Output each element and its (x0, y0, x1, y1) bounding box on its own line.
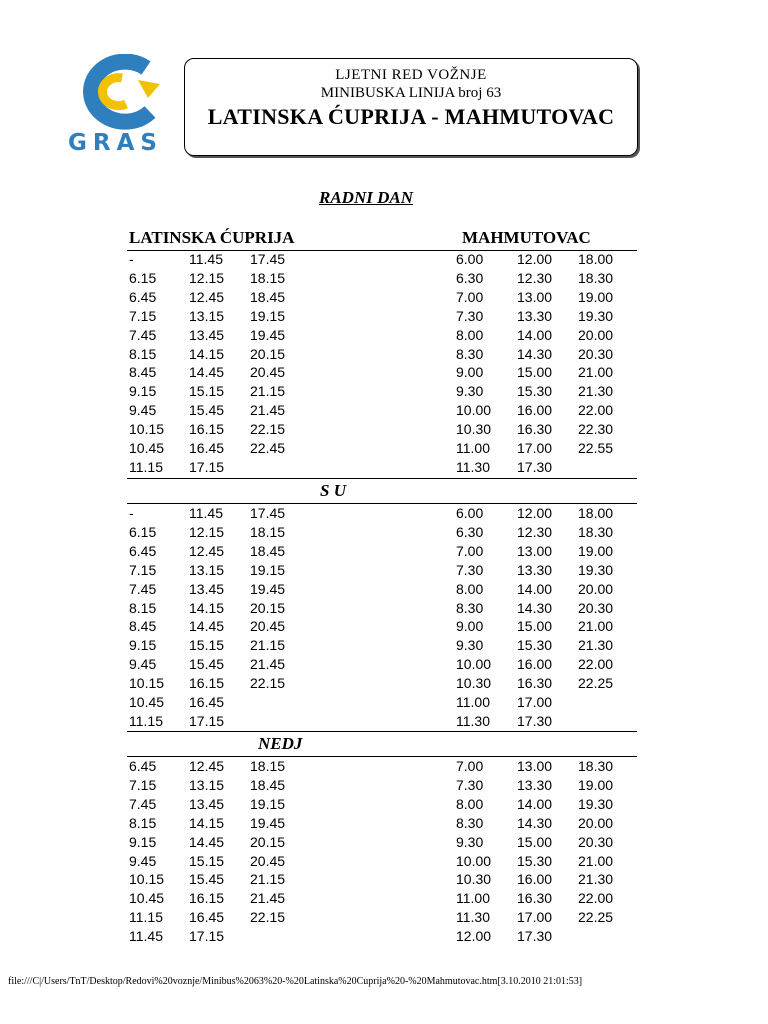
departure-mahmutovac: 15.30 (517, 852, 553, 869)
section-title-radni-dan: RADNI DAN (319, 188, 413, 207)
departure-latinska-cuprija: 14.15 (189, 345, 225, 362)
departure-latinska-cuprija: 12.15 (189, 523, 225, 540)
departure-mahmutovac: 8.30 (456, 599, 484, 616)
departure-latinska-cuprija: 15.15 (189, 383, 225, 400)
departure-latinska-cuprija: 15.15 (189, 637, 225, 654)
departure-latinska-cuprija: 17.45 (250, 505, 286, 521)
departure-mahmutovac: 12.00 (517, 251, 553, 267)
departure-latinska-cuprija: 18.15 (250, 758, 286, 774)
departure-latinska-cuprija: 13.15 (189, 561, 225, 578)
departure-latinska-cuprija: 13.15 (189, 776, 225, 793)
departure-latinska-cuprija: 12.45 (189, 542, 225, 559)
departure-mahmutovac: 22.00 (578, 656, 614, 673)
departure-latinska-cuprija: 11.15 (129, 909, 163, 926)
departure-latinska-cuprija: 20.15 (250, 833, 286, 850)
departure-mahmutovac: 16.00 (517, 656, 553, 673)
departure-latinska-cuprija: 17.15 (189, 712, 225, 729)
departure-mahmutovac: 16.30 (517, 890, 553, 907)
departure-latinska-cuprija: 20.15 (250, 345, 286, 362)
title-box (184, 58, 638, 156)
departure-mahmutovac: 16.00 (517, 871, 553, 888)
departure-latinska-cuprija: 7.15 (129, 307, 157, 324)
departure-latinska-cuprija: 8.15 (129, 345, 157, 362)
departure-mahmutovac: 20.30 (578, 345, 614, 362)
departure-latinska-cuprija: 16.45 (189, 440, 225, 456)
departure-latinska-cuprija: 11.45 (189, 251, 223, 267)
departure-mahmutovac: 7.30 (456, 776, 484, 793)
departure-latinska-cuprija: 10.15 (129, 421, 165, 438)
departure-mahmutovac: 20.00 (578, 814, 614, 831)
departure-mahmutovac: 13.00 (517, 758, 553, 774)
departure-latinska-cuprija: 11.45 (189, 505, 223, 521)
departure-mahmutovac: 19.30 (578, 561, 614, 578)
departure-latinska-cuprija: 21.15 (250, 383, 286, 400)
departure-latinska-cuprija: 11.15 (129, 712, 163, 729)
departure-mahmutovac: 10.30 (456, 675, 492, 692)
departure-latinska-cuprija: 6.15 (129, 523, 157, 540)
departure-mahmutovac: 14.30 (517, 599, 553, 616)
departure-latinska-cuprija: 13.15 (189, 307, 225, 324)
departure-latinska-cuprija: 19.45 (250, 580, 286, 597)
departure-mahmutovac: 9.00 (456, 618, 484, 635)
departure-mahmutovac: 7.30 (456, 307, 484, 324)
departure-mahmutovac: 14.30 (517, 345, 553, 362)
departure-mahmutovac: 22.25 (578, 675, 614, 692)
departure-latinska-cuprija: 18.15 (250, 523, 286, 540)
departure-latinska-cuprija: 6.15 (129, 269, 157, 286)
departure-mahmutovac: 18.30 (578, 758, 614, 774)
departure-mahmutovac: 15.30 (517, 637, 553, 654)
departure-latinska-cuprija: 10.45 (129, 890, 165, 907)
departure-latinska-cuprija: 16.15 (189, 890, 225, 907)
departure-mahmutovac: 7.00 (456, 758, 484, 774)
departure-mahmutovac: 14.00 (517, 580, 553, 597)
departure-mahmutovac: 13.30 (517, 561, 553, 578)
departure-latinska-cuprija: 21.45 (250, 656, 286, 673)
departure-mahmutovac: 17.00 (517, 909, 553, 926)
departure-latinska-cuprija: 22.45 (250, 440, 286, 456)
departure-mahmutovac: 15.00 (517, 618, 553, 635)
departure-mahmutovac: 8.30 (456, 345, 484, 362)
departure-latinska-cuprija: 19.15 (250, 307, 286, 324)
departure-mahmutovac: 21.00 (578, 618, 614, 635)
departure-mahmutovac: 16.30 (517, 421, 553, 438)
departure-mahmutovac: 12.00 (456, 928, 492, 945)
section-divider (127, 731, 637, 732)
departure-latinska-cuprija: 14.15 (189, 814, 225, 831)
departure-latinska-cuprija: 20.15 (250, 599, 286, 616)
departure-latinska-cuprija: 21.45 (250, 402, 286, 419)
departure-latinska-cuprija: 9.45 (129, 402, 157, 419)
departure-latinska-cuprija: 12.15 (189, 269, 225, 286)
departure-mahmutovac: 8.00 (456, 795, 484, 812)
departure-mahmutovac: 20.00 (578, 580, 614, 597)
departure-mahmutovac: 8.00 (456, 580, 484, 597)
column-header-left: LATINSKA ĆUPRIJA (129, 228, 295, 247)
departure-mahmutovac: 7.30 (456, 561, 484, 578)
departure-latinska-cuprija: 15.15 (189, 852, 225, 869)
column-header-right: MAHMUTOVAC (462, 228, 591, 247)
departure-latinska-cuprija: 18.15 (250, 269, 286, 286)
departure-latinska-cuprija: 7.45 (129, 795, 157, 812)
departure-latinska-cuprija: 9.15 (129, 637, 157, 654)
departure-mahmutovac: 8.30 (456, 814, 484, 831)
departure-mahmutovac: 17.30 (517, 928, 553, 945)
departure-latinska-cuprija: 17.15 (189, 458, 225, 475)
departure-mahmutovac: 16.30 (517, 675, 553, 692)
departure-latinska-cuprija: 21.45 (250, 890, 286, 907)
departure-latinska-cuprija: 6.45 (129, 288, 157, 305)
departure-latinska-cuprija: 15.45 (189, 656, 225, 673)
departure-latinska-cuprija: 9.15 (129, 383, 157, 400)
departure-latinska-cuprija: 7.45 (129, 580, 157, 597)
departure-latinska-cuprija: - (129, 505, 134, 521)
departure-mahmutovac: 21.30 (578, 383, 614, 400)
departure-latinska-cuprija: 17.15 (189, 928, 225, 945)
departure-mahmutovac: 7.00 (456, 542, 484, 559)
departure-mahmutovac: 12.00 (517, 505, 553, 521)
departure-latinska-cuprija: 15.45 (189, 402, 225, 419)
departure-mahmutovac: 17.00 (517, 694, 553, 710)
departure-latinska-cuprija: 6.45 (129, 542, 157, 559)
departure-mahmutovac: 21.00 (578, 852, 614, 869)
schedule-title: LJETNI RED VOŽNJE (335, 67, 487, 83)
departure-latinska-cuprija: 6.45 (129, 758, 157, 774)
departure-mahmutovac: 11.00 (456, 890, 490, 907)
departure-latinska-cuprija: 7.15 (129, 561, 157, 578)
departure-mahmutovac: 14.00 (517, 795, 553, 812)
departure-mahmutovac: 20.00 (578, 326, 614, 343)
departure-mahmutovac: 19.30 (578, 307, 614, 324)
departure-mahmutovac: 13.30 (517, 307, 553, 324)
departure-mahmutovac: 18.00 (578, 505, 614, 521)
departure-mahmutovac: 19.30 (578, 795, 614, 812)
departure-mahmutovac: 18.00 (578, 251, 614, 267)
departure-latinska-cuprija: 11.15 (129, 458, 163, 475)
departure-latinska-cuprija: 9.45 (129, 852, 157, 869)
departure-mahmutovac: 13.00 (517, 288, 553, 305)
departure-latinska-cuprija: 11.45 (129, 928, 163, 945)
departure-mahmutovac: 11.30 (456, 909, 490, 926)
departure-latinska-cuprija: 13.45 (189, 795, 225, 812)
departure-mahmutovac: 6.00 (456, 251, 484, 267)
departure-latinska-cuprija: 15.45 (189, 871, 225, 888)
departure-latinska-cuprija: 17.45 (250, 251, 286, 267)
departure-latinska-cuprija: 14.15 (189, 599, 225, 616)
footer-path: file:///C|/Users/TnT/Desktop/Redovi%20voznje/Minibus%2063%20-%20Latinska%20Cuprija%20-%20Mahmutovac.htm[3.10.2010 21:01:53] (8, 976, 583, 987)
departure-latinska-cuprija: 12.45 (189, 758, 225, 774)
departure-latinska-cuprija: 19.15 (250, 795, 286, 812)
departure-latinska-cuprija: 14.45 (189, 364, 225, 381)
departure-latinska-cuprija: 18.45 (250, 776, 286, 793)
departure-latinska-cuprija: 19.45 (250, 326, 286, 343)
departure-latinska-cuprija: 12.45 (189, 288, 225, 305)
departure-latinska-cuprija: 16.15 (189, 421, 225, 438)
departure-mahmutovac: 22.25 (578, 909, 614, 926)
departure-mahmutovac: 19.00 (578, 288, 614, 305)
gras-emblem-icon (68, 54, 188, 134)
departure-latinska-cuprija: 21.15 (250, 637, 286, 654)
departure-mahmutovac: 6.30 (456, 269, 484, 286)
departure-latinska-cuprija: 22.15 (250, 675, 286, 692)
departure-mahmutovac: 10.00 (456, 852, 492, 869)
departure-mahmutovac: 12.30 (517, 523, 553, 540)
departure-latinska-cuprija: - (129, 251, 134, 267)
section-title-nedj: NEDJ (258, 734, 303, 753)
departure-mahmutovac: 11.00 (456, 440, 490, 456)
departure-latinska-cuprija: 16.15 (189, 675, 225, 692)
departure-latinska-cuprija: 8.45 (129, 618, 157, 635)
departure-latinska-cuprija: 14.45 (189, 618, 225, 635)
departure-mahmutovac: 22.00 (578, 890, 614, 907)
departure-mahmutovac: 8.00 (456, 326, 484, 343)
departure-latinska-cuprija: 9.15 (129, 833, 157, 850)
departure-latinska-cuprija: 22.15 (250, 421, 286, 438)
departure-mahmutovac: 22.30 (578, 421, 614, 438)
departure-mahmutovac: 11.00 (456, 694, 490, 710)
departure-latinska-cuprija: 8.15 (129, 599, 157, 616)
departure-mahmutovac: 21.30 (578, 637, 614, 654)
departure-mahmutovac: 14.00 (517, 326, 553, 343)
departure-latinska-cuprija: 8.45 (129, 364, 157, 381)
departure-latinska-cuprija: 10.15 (129, 675, 165, 692)
departure-latinska-cuprija: 20.45 (250, 618, 286, 635)
departure-latinska-cuprija: 13.45 (189, 326, 225, 343)
departure-mahmutovac: 18.30 (578, 269, 614, 286)
logo-text: GRAS (68, 130, 163, 156)
departure-mahmutovac: 21.00 (578, 364, 614, 381)
departure-mahmutovac: 22.55 (578, 440, 614, 456)
departure-mahmutovac: 13.30 (517, 776, 553, 793)
departure-latinska-cuprija: 19.15 (250, 561, 286, 578)
departure-mahmutovac: 15.00 (517, 833, 553, 850)
section-divider (127, 478, 637, 479)
departure-mahmutovac: 11.30 (456, 458, 490, 475)
departure-mahmutovac: 10.30 (456, 871, 492, 888)
departure-latinska-cuprija: 21.15 (250, 871, 286, 888)
departure-mahmutovac: 18.30 (578, 523, 614, 540)
departure-latinska-cuprija: 16.45 (189, 909, 225, 926)
departure-mahmutovac: 15.00 (517, 364, 553, 381)
departure-mahmutovac: 9.00 (456, 364, 484, 381)
departure-mahmutovac: 9.30 (456, 383, 484, 400)
departure-mahmutovac: 10.00 (456, 656, 492, 673)
gras-logo (68, 54, 188, 158)
departure-latinska-cuprija: 9.45 (129, 656, 157, 673)
departure-mahmutovac: 11.30 (456, 712, 490, 729)
departure-latinska-cuprija: 7.45 (129, 326, 157, 343)
departure-mahmutovac: 17.30 (517, 458, 553, 475)
departure-mahmutovac: 17.00 (517, 440, 553, 456)
departure-latinska-cuprija: 8.15 (129, 814, 157, 831)
departure-mahmutovac: 20.30 (578, 833, 614, 850)
departure-latinska-cuprija: 19.45 (250, 814, 286, 831)
departure-mahmutovac: 19.00 (578, 776, 614, 793)
departure-latinska-cuprija: 20.45 (250, 852, 286, 869)
departure-mahmutovac: 6.30 (456, 523, 484, 540)
departure-latinska-cuprija: 10.15 (129, 871, 165, 888)
departure-latinska-cuprija: 10.45 (129, 440, 165, 456)
departure-latinska-cuprija: 13.45 (189, 580, 225, 597)
departure-mahmutovac: 12.30 (517, 269, 553, 286)
departure-mahmutovac: 14.30 (517, 814, 553, 831)
departure-latinska-cuprija: 14.45 (189, 833, 225, 850)
departure-mahmutovac: 16.00 (517, 402, 553, 419)
departure-mahmutovac: 10.00 (456, 402, 492, 419)
departure-mahmutovac: 9.30 (456, 833, 484, 850)
departure-latinska-cuprija: 10.45 (129, 694, 165, 710)
departure-mahmutovac: 6.00 (456, 505, 484, 521)
section-title-su: S U (320, 481, 346, 500)
departure-mahmutovac: 15.30 (517, 383, 553, 400)
departure-mahmutovac: 21.30 (578, 871, 614, 888)
departure-mahmutovac: 13.00 (517, 542, 553, 559)
departure-mahmutovac: 10.30 (456, 421, 492, 438)
departure-latinska-cuprija: 18.45 (250, 288, 286, 305)
departure-mahmutovac: 19.00 (578, 542, 614, 559)
departure-mahmutovac: 7.00 (456, 288, 484, 305)
route-name: LATINSKA ĆUPRIJA - MAHMUTOVAC (207, 104, 615, 129)
departure-latinska-cuprija: 18.45 (250, 542, 286, 559)
departure-mahmutovac: 20.30 (578, 599, 614, 616)
departure-latinska-cuprija: 20.45 (250, 364, 286, 381)
departure-latinska-cuprija: 16.45 (189, 694, 225, 710)
departure-latinska-cuprija: 7.15 (129, 776, 157, 793)
departure-mahmutovac: 22.00 (578, 402, 614, 419)
line-number: MINIBUSKA LINIJA broj 63 (320, 85, 502, 101)
departure-latinska-cuprija: 22.15 (250, 909, 286, 926)
departure-mahmutovac: 9.30 (456, 637, 484, 654)
departure-mahmutovac: 17.30 (517, 712, 553, 729)
